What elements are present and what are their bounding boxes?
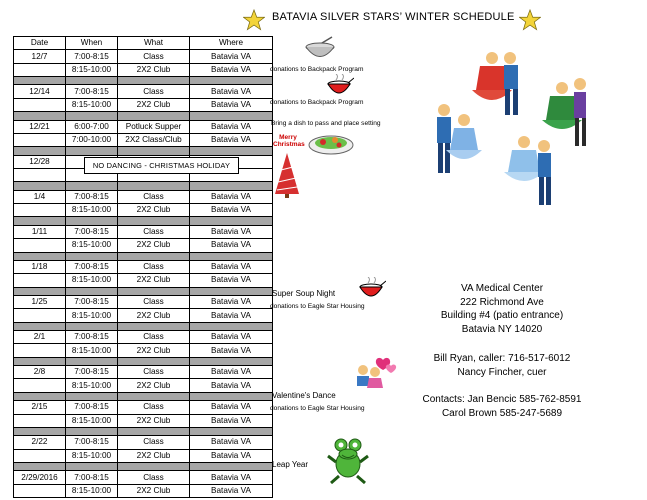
table-row: [14, 309, 273, 322]
cell-when: 8:15-10:00: [66, 344, 118, 357]
table-row: [14, 63, 273, 76]
cell-what: 2X2 Club: [118, 274, 190, 287]
table-row: [14, 449, 273, 462]
cell-when: 8:15-10:00: [66, 274, 118, 287]
cell-where: Batavia VA: [190, 309, 273, 322]
table-row: [14, 344, 273, 357]
separator-cell: [190, 112, 273, 120]
separator-row: [14, 217, 273, 225]
cell-date: 12/28: [14, 155, 66, 168]
cell-date: 12/14: [14, 85, 66, 98]
cell-where: Batavia VA: [190, 436, 273, 449]
table-row: [14, 401, 273, 414]
soup-pot-icon-2: [356, 277, 386, 301]
table-row: [14, 50, 273, 63]
cell-where: Batavia VA: [190, 484, 273, 497]
cell-date: 12/7: [14, 50, 66, 63]
separator-cell: [14, 182, 66, 190]
separator-cell: [118, 357, 190, 365]
cell-date: 2/22: [14, 436, 66, 449]
cell-when: 7:00-8:15: [66, 436, 118, 449]
soup-pot-icon: [324, 74, 354, 98]
cell-what: Class: [118, 225, 190, 238]
cell-what: Class: [118, 366, 190, 379]
cell-what: 2X2 Club: [118, 239, 190, 252]
table-row: [14, 225, 273, 238]
cell-where: Batavia VA: [190, 204, 273, 217]
cell-when: 7:00-8:15: [66, 331, 118, 344]
christmas-tree-icon: [273, 152, 301, 198]
cell-date: 1/11: [14, 225, 66, 238]
cell-what: 2X2 Class/Club: [118, 133, 190, 146]
separator-cell: [190, 357, 273, 365]
cell-date: [14, 98, 66, 111]
table-row: [14, 379, 273, 392]
cell-where: Batavia VA: [190, 133, 273, 146]
table-row: [14, 204, 273, 217]
cell-date: [14, 169, 66, 182]
separator-cell: [66, 322, 118, 330]
note-backpack-2: donations to Backpack Program: [270, 99, 364, 106]
separator-cell: [190, 463, 273, 471]
separator-cell: [14, 147, 66, 155]
venue-building: Building #4 (patio entrance): [440, 310, 564, 321]
separator-cell: [66, 77, 118, 85]
table-row: [14, 274, 273, 287]
separator-cell: [14, 217, 66, 225]
separator-cell: [14, 392, 66, 400]
cell-where: Batavia VA: [190, 190, 273, 203]
separator-cell: [14, 287, 66, 295]
cell-when: 6:00-7:00: [66, 120, 118, 133]
separator-cell: [118, 287, 190, 295]
cell-when: 8:15-10:00: [66, 379, 118, 392]
cell-what: Class: [118, 295, 190, 308]
cell-when: 7:00-10:00: [66, 133, 118, 146]
cell-where: Batavia VA: [190, 225, 273, 238]
cell-what: Class: [118, 401, 190, 414]
separator-cell: [118, 427, 190, 435]
cell-date: [14, 309, 66, 322]
separator-cell: [190, 182, 273, 190]
separator-cell: [118, 182, 190, 190]
separator-cell: [66, 392, 118, 400]
cell-date: 2/15: [14, 401, 66, 414]
callers-block: [402, 352, 602, 379]
cell-what: 2X2 Club: [118, 449, 190, 462]
separator-cell: [14, 357, 66, 365]
separator-cell: [66, 147, 118, 155]
separator-row: [14, 112, 273, 120]
table-row: [14, 366, 273, 379]
cell-when: 8:15-10:00: [66, 204, 118, 217]
cell-where: Batavia VA: [190, 260, 273, 273]
caller-line: Bill Ryan, caller: 716-517-6012: [433, 353, 571, 364]
separator-row: [14, 322, 273, 330]
cell-date: 2/29/2016: [14, 471, 66, 484]
cell-what: Class: [118, 190, 190, 203]
separator-cell: [66, 427, 118, 435]
note-potluck: Bring a dish to pass and place setting: [271, 120, 381, 127]
separator-cell: [118, 392, 190, 400]
page-title: BATAVIA SILVER STARS’ WINTER SCHEDULE: [272, 11, 515, 23]
note-backpack-1: donations to Backpack Program: [270, 66, 364, 73]
cell-where: Batavia VA: [190, 274, 273, 287]
cell-what: Class: [118, 471, 190, 484]
table-row: [14, 239, 273, 252]
cell-what: Potluck Supper: [118, 120, 190, 133]
separator-cell: [14, 252, 66, 260]
cell-when: 8:15-10:00: [66, 63, 118, 76]
separator-cell: [190, 322, 273, 330]
cell-date: [14, 133, 66, 146]
cell-when: 7:00-8:15: [66, 260, 118, 273]
cell-where: Batavia VA: [190, 295, 273, 308]
cell-where: Batavia VA: [190, 98, 273, 111]
cell-what: 2X2 Club: [118, 379, 190, 392]
separator-cell: [14, 322, 66, 330]
header-where: Where: [190, 37, 273, 50]
cell-where: Batavia VA: [190, 379, 273, 392]
cell-date: [14, 344, 66, 357]
cell-where: Batavia VA: [190, 414, 273, 427]
separator-cell: [190, 77, 273, 85]
cell-when: 8:15-10:00: [66, 309, 118, 322]
venue-street: 222 Richmond Ave: [460, 296, 544, 308]
cell-what: Class: [118, 260, 190, 273]
square-dancers-icon: [432, 50, 592, 206]
separator-cell: [190, 287, 273, 295]
cell-what: Class: [118, 436, 190, 449]
cell-when: 8:15-10:00: [66, 98, 118, 111]
separator-row: [14, 392, 273, 400]
cell-date: [14, 274, 66, 287]
cell-date: 2/8: [14, 366, 66, 379]
table-row: [14, 414, 273, 427]
cell-what: Class: [118, 85, 190, 98]
venue-city: Batavia NY 14020: [461, 323, 543, 335]
separator-cell: [14, 77, 66, 85]
venue-block: [402, 282, 602, 336]
cell-when: 7:00-8:15: [66, 50, 118, 63]
table-row: [14, 85, 273, 98]
cell-when: 7:00-8:15: [66, 225, 118, 238]
cell-date: [14, 379, 66, 392]
cell-what: 2X2 Club: [118, 344, 190, 357]
cell-where: Batavia VA: [190, 331, 273, 344]
contact-line-1: Contacts: Jan Bencic 585-762-8591: [422, 394, 582, 405]
cell-when: 8:15-10:00: [66, 484, 118, 497]
cell-where: Batavia VA: [190, 85, 273, 98]
cell-when: 7:00-8:15: [66, 85, 118, 98]
cell-date: [14, 63, 66, 76]
cell-where: Batavia VA: [190, 50, 273, 63]
cell-when: 7:00-8:15: [66, 366, 118, 379]
cell-when: 7:00-8:15: [66, 295, 118, 308]
separator-cell: [66, 357, 118, 365]
cell-what: Class: [118, 331, 190, 344]
separator-row: [14, 182, 273, 190]
cell-date: [14, 239, 66, 252]
separator-cell: [190, 147, 273, 155]
separator-cell: [118, 147, 190, 155]
separator-cell: [66, 112, 118, 120]
cell-what: 2X2 Club: [118, 309, 190, 322]
cell-date: [14, 484, 66, 497]
star-right-icon: [519, 9, 541, 31]
separator-cell: [190, 217, 273, 225]
cell-when: 8:15-10:00: [66, 239, 118, 252]
cell-what: 2X2 Club: [118, 484, 190, 497]
table-row: [14, 295, 273, 308]
header-what: What: [118, 37, 190, 50]
cell-date: 1/25: [14, 295, 66, 308]
cell-where: Batavia VA: [190, 471, 273, 484]
separator-cell: [66, 252, 118, 260]
note-valentines: Valentine's Dance: [272, 391, 336, 400]
cell-where: Batavia VA: [190, 239, 273, 252]
table-row: [14, 120, 273, 133]
header-when: When: [66, 37, 118, 50]
separator-cell: [118, 322, 190, 330]
cell-date: 2/1: [14, 331, 66, 344]
cell-what: 2X2 Club: [118, 414, 190, 427]
cell-where: Batavia VA: [190, 401, 273, 414]
table-row: [14, 260, 273, 273]
table-row: [14, 98, 273, 111]
cell-when: 7:00-8:15: [66, 401, 118, 414]
cell-what: Class: [118, 50, 190, 63]
note-soup-night: Super Soup Night: [272, 289, 336, 298]
schedule-table: [13, 36, 273, 498]
separator-row: [14, 252, 273, 260]
cell-where: Batavia VA: [190, 63, 273, 76]
cell-when: 8:15-10:00: [66, 449, 118, 462]
table-row: [14, 471, 273, 484]
cell-date: 1/18: [14, 260, 66, 273]
venue-name: VA Medical Center: [460, 283, 544, 294]
cell-what: 2X2 Club: [118, 98, 190, 111]
frog-icon: [327, 436, 369, 484]
separator-cell: [118, 112, 190, 120]
note-leap-year: Leap Year: [272, 460, 309, 469]
cell-what: 2X2 Club: [118, 204, 190, 217]
separator-cell: [66, 287, 118, 295]
table-row: [14, 190, 273, 203]
separator-cell: [66, 463, 118, 471]
cell-when: 8:15-10:00: [66, 414, 118, 427]
cell-where: Batavia VA: [190, 120, 273, 133]
separator-cell: [66, 182, 118, 190]
cell-date: [14, 449, 66, 462]
star-left-icon: [243, 9, 265, 31]
table-row: [14, 331, 273, 344]
header-row: [14, 37, 273, 50]
separator-cell: [118, 77, 190, 85]
cell-where: Batavia VA: [190, 449, 273, 462]
cell-date: 12/21: [14, 120, 66, 133]
cell-what: 2X2 Club: [118, 63, 190, 76]
separator-row: [14, 427, 273, 435]
contact-line-2: Carol Brown 585-247-5689: [441, 407, 563, 419]
separator-row: [14, 357, 273, 365]
mixing-bowl-icon: [303, 36, 337, 62]
separator-cell: [14, 463, 66, 471]
separator-cell: [14, 427, 66, 435]
merry-christmas-text: Merry Christmas: [273, 134, 305, 148]
note-eagle-star-2: donations to Eagle Star Housing: [270, 405, 365, 412]
salad-platter-icon: [308, 130, 354, 156]
separator-cell: [190, 427, 273, 435]
separator-cell: [14, 112, 66, 120]
separator-row: [14, 77, 273, 85]
separator-row: [14, 147, 273, 155]
table-row: [14, 484, 273, 497]
table-row: [14, 133, 273, 146]
cell-where: Batavia VA: [190, 344, 273, 357]
separator-row: [14, 463, 273, 471]
separator-cell: [66, 217, 118, 225]
separator-cell: [190, 392, 273, 400]
header-date: Date: [14, 37, 66, 50]
separator-cell: [118, 252, 190, 260]
separator-cell: [118, 217, 190, 225]
cell-when: 7:00-8:15: [66, 471, 118, 484]
cell-when: 7:00-8:15: [66, 190, 118, 203]
cell-date: [14, 414, 66, 427]
separator-row: [14, 287, 273, 295]
cell-where: Batavia VA: [190, 366, 273, 379]
cell-date: 1/4: [14, 190, 66, 203]
note-eagle-star-1: donations to Eagle Star Housing: [270, 303, 365, 310]
holiday-note: NO DANCING - CHRISTMAS HOLIDAY: [84, 157, 239, 174]
cuer-line: Nancy Fincher, cuer: [457, 366, 547, 378]
table-row: [14, 436, 273, 449]
separator-cell: [190, 252, 273, 260]
separator-cell: [118, 463, 190, 471]
cell-date: [14, 204, 66, 217]
valentine-kids-icon: [353, 356, 397, 390]
contacts-block: [402, 393, 602, 420]
